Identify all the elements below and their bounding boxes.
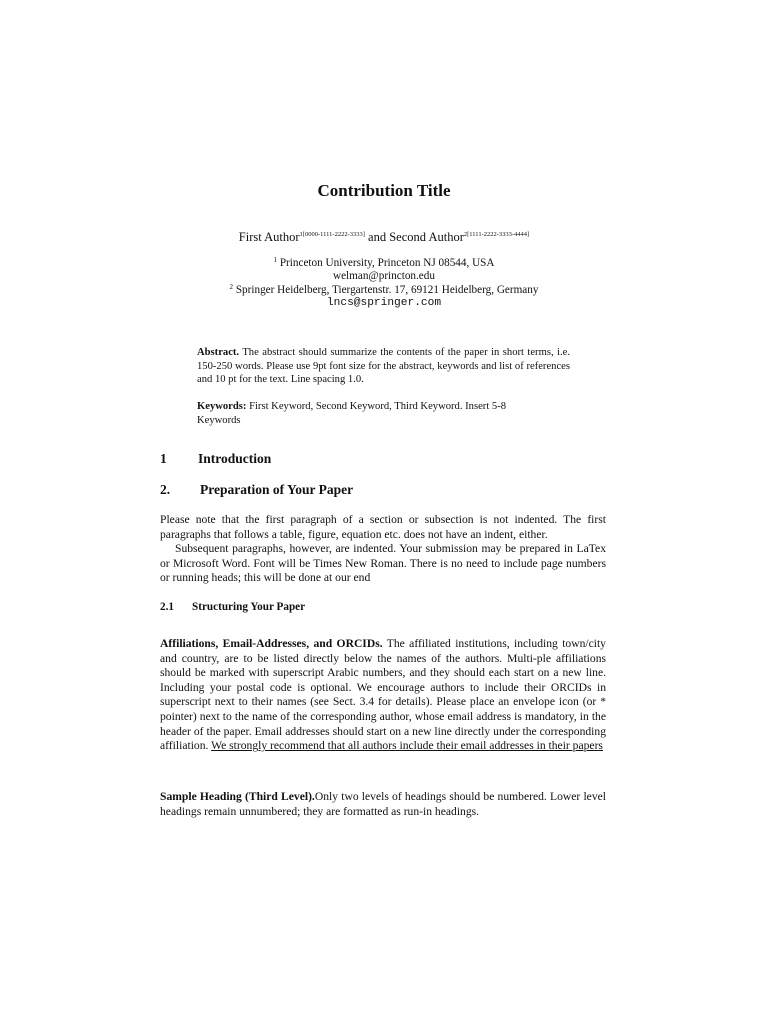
paper-title: Contribution Title <box>317 181 451 200</box>
affiliation-1 <box>0 257 768 284</box>
affiliation-1-email: welman@princton.edu <box>333 270 435 283</box>
section-heading-introduction <box>160 450 271 468</box>
author-connector: and <box>364 230 390 244</box>
second-author-orcid: 2[1111-2222-3333-4444] <box>463 231 530 238</box>
abstract-label: Abstract. <box>197 347 240 358</box>
sample-heading-paragraph <box>160 790 606 819</box>
author-line <box>0 228 768 246</box>
affiliations-paragraph <box>160 637 606 754</box>
sample-heading-run-in: Sample Heading (Third Level). <box>160 790 315 803</box>
subsection-title: Structuring Your Paper <box>192 601 306 613</box>
section-1-title: Introduction <box>198 451 272 466</box>
affiliation-1-number: 1 <box>273 256 278 264</box>
subsection-heading <box>160 600 305 614</box>
section-2-body <box>160 513 606 586</box>
sample-heading-text: Only two levels of headings should be numbered. Lower level headings remain unnumbered; they are formatted as run-in headings. <box>160 790 606 818</box>
affiliation-2-text: Springer Heidelberg, Tiergartenstr. 17, 69121 Heidelberg, Germany <box>233 284 539 296</box>
affiliations-paragraph-text: The affiliated institutions, including town/city and country, are to be listed directly below the names of the authors. Multi-ple affiliations should be marked with superscript Arabic numbers, and they should each start on a new line. Including your postal code is optional. We encourage authors to include their ORCIDs in superscript next to their names (see Sect. 3.4 for details). Please place an envelope icon (or * pointer) next to the name of the corresponding author, whose email address is mandatory, in the header of the paper. Email addresses should start on a new line directly under the corresponding affiliation. <box>160 637 606 753</box>
first-author-name: First Author <box>238 230 300 244</box>
affiliation-2 <box>0 284 768 311</box>
keywords <box>197 400 547 427</box>
affiliation-1-text: Princeton University, Princeton NJ 08544, USA <box>277 257 495 269</box>
section-1-number: 1 <box>160 451 167 466</box>
first-author-orcid: 1[0000-1111-2222-3333] <box>299 231 365 238</box>
subsection-number: 2.1 <box>160 601 174 613</box>
affiliations-run-in-heading: Affiliations, Email-Addresses, and ORCIDs. <box>160 637 383 650</box>
keywords-label: Keywords: <box>197 401 247 412</box>
abstract <box>197 346 570 387</box>
section-heading-preparation <box>160 481 353 499</box>
affiliation-2-email: lncs@springer.com <box>326 297 442 310</box>
paragraph-1: Please note that the first paragraph of a section or subsection is not indented. The first paragraphs that follows a table, figure, equation etc. does not have an indent, either. <box>160 513 606 541</box>
abstract-text: The abstract should summarize the contents of the paper in short terms, i.e. 150-250 words. Please use 9pt font size for the abstract, keywords and list of references and 10 pt for the text. Line spacing 1.0. <box>197 347 570 385</box>
paragraph-2: Subsequent paragraphs, however, are indented. Your submission may be prepared in LaTex or Microsoft Word. Font will be Times New Roman. There is no need to include page numbers or running heads; this will be done at our end <box>160 542 606 585</box>
affiliation-2-number: 2 <box>229 283 234 291</box>
keywords-text: First Keyword, Second Keyword, Third Keyword. Insert 5-8 Keywords <box>197 401 507 426</box>
second-author-name: Second Author <box>389 230 464 244</box>
section-2-title: Preparation of Your Paper <box>200 482 354 497</box>
section-2-number: 2. <box>160 482 171 497</box>
affiliations-paragraph-emphasis: We strongly recommend that all authors include their email addresses in their papers <box>211 739 603 753</box>
